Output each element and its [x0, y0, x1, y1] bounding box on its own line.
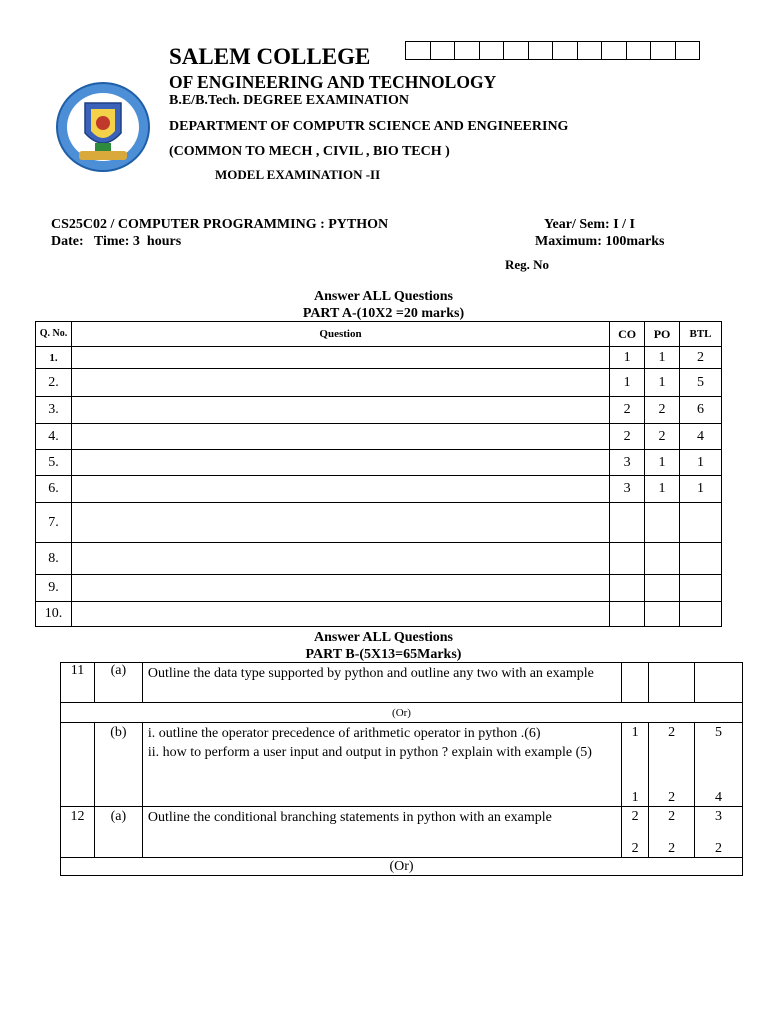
co-value-1: 1	[631, 725, 639, 740]
btl-cell: 1	[680, 476, 722, 503]
register-number-boxes	[405, 41, 700, 60]
question-line-1: i. outline the operator precedence of arithmetic operator in python .(6)	[147, 726, 541, 741]
question-line-2: ii. how to perform a user input and output in python ? explain with example (5)	[147, 745, 592, 760]
row-number: 7.	[36, 503, 72, 543]
btl-cell	[695, 723, 743, 807]
question-cell	[71, 575, 609, 602]
header-qno: Q. No.	[36, 322, 72, 347]
po-cell	[649, 807, 695, 858]
header-question: Question	[71, 322, 609, 347]
po-cell	[645, 503, 680, 543]
co-cell	[610, 503, 645, 543]
btl-cell	[695, 663, 743, 703]
question-cell	[71, 347, 609, 369]
btl-cell: 2	[680, 347, 722, 369]
college-subtitle: OF ENGINEERING AND TECHNOLOGY	[169, 72, 497, 92]
header-co: CO	[610, 322, 645, 347]
po-value-2: 2	[668, 790, 676, 805]
co-cell: 1	[610, 347, 645, 369]
or-separator: (Or)	[61, 703, 743, 723]
btl-value-1: 5	[715, 725, 723, 740]
question-cell	[71, 602, 609, 627]
row-number: 4.	[36, 424, 72, 450]
question-cell	[71, 450, 609, 476]
co-cell	[622, 723, 649, 807]
co-cell	[622, 663, 649, 703]
co-cell: 1	[610, 369, 645, 397]
table-row	[36, 424, 722, 450]
btl-value-1: 3	[715, 809, 723, 824]
exam-title: MODEL EXAMINATION -II	[215, 167, 381, 182]
part-a-instruction: Answer ALL Questions	[314, 289, 453, 304]
co-cell	[610, 543, 645, 575]
co-cell: 2	[610, 424, 645, 450]
btl-cell	[680, 543, 722, 575]
co-value-1: 2	[631, 809, 639, 824]
table-row	[36, 602, 722, 627]
btl-cell	[680, 575, 722, 602]
department-line: DEPARTMENT OF COMPUTR SCIENCE AND ENGINEERING	[169, 119, 569, 134]
question-part: (a)	[94, 807, 142, 858]
part-b-title: PART B-(5X13=65Marks)	[305, 647, 462, 662]
co-value-2: 1	[631, 790, 639, 805]
degree-line: B.E/B.Tech. DEGREE EXAMINATION	[169, 93, 409, 108]
table-row	[36, 543, 722, 575]
part-a-title: PART A-(10X2 =20 marks)	[302, 306, 465, 321]
part-b-instruction: Answer ALL Questions	[314, 630, 453, 645]
part-b-table	[60, 662, 743, 876]
question-number: 11	[61, 663, 95, 703]
table-row	[36, 369, 722, 397]
po-cell	[649, 663, 695, 703]
question-text: Outline the data type supported by python and outline any two with an example	[142, 663, 621, 703]
row-number: 6.	[36, 476, 72, 503]
row-number: 5.	[36, 450, 72, 476]
btl-value-2: 2	[715, 841, 723, 856]
table-row	[61, 858, 743, 876]
po-value-1: 2	[668, 725, 676, 740]
or-separator: (Or)	[61, 858, 743, 876]
table-row	[36, 575, 722, 602]
date-time: Date: Time: 3 hours	[51, 234, 182, 249]
row-number: 9.	[36, 575, 72, 602]
po-cell	[649, 723, 695, 807]
table-row	[61, 703, 743, 723]
co-cell	[622, 807, 649, 858]
year-sem: Year/ Sem: I / I	[544, 217, 635, 232]
question-number	[61, 723, 95, 807]
po-cell: 2	[645, 424, 680, 450]
question-cell	[71, 543, 609, 575]
btl-value-2: 4	[715, 790, 723, 805]
header-po: PO	[645, 322, 680, 347]
btl-cell: 1	[680, 450, 722, 476]
table-row	[36, 450, 722, 476]
co-value-2: 2	[631, 841, 639, 856]
table-row	[61, 723, 743, 807]
co-cell	[610, 575, 645, 602]
btl-cell	[695, 807, 743, 858]
header-btl: BTL	[680, 322, 722, 347]
po-cell	[645, 543, 680, 575]
table-row	[36, 503, 722, 543]
btl-cell	[680, 503, 722, 543]
college-name: SALEM COLLEGE	[169, 44, 371, 69]
co-cell: 3	[610, 476, 645, 503]
po-value-2: 2	[668, 841, 676, 856]
question-part: (b)	[94, 723, 142, 807]
college-logo	[55, 81, 151, 173]
po-cell: 1	[645, 450, 680, 476]
course-code: CS25C02 / COMPUTER PROGRAMMING : PYTHON	[51, 217, 389, 232]
row-number: 2.	[36, 369, 72, 397]
po-cell: 1	[645, 369, 680, 397]
table-row	[36, 476, 722, 503]
question-cell	[71, 424, 609, 450]
question-text	[142, 723, 621, 807]
row-number: 8.	[36, 543, 72, 575]
po-value-1: 2	[668, 809, 676, 824]
table-row	[61, 807, 743, 858]
btl-cell: 4	[680, 424, 722, 450]
po-cell: 2	[645, 397, 680, 424]
question-cell	[71, 369, 609, 397]
po-cell: 1	[645, 476, 680, 503]
row-number: 3.	[36, 397, 72, 424]
btl-cell: 5	[680, 369, 722, 397]
reg-no-label: Reg. No	[505, 257, 550, 272]
table-row	[36, 347, 722, 369]
row-number: 10.	[36, 602, 72, 627]
btl-cell	[680, 602, 722, 627]
question-text: Outline the conditional branching statements in python with an example	[142, 807, 621, 858]
question-part: (a)	[94, 663, 142, 703]
co-cell: 3	[610, 450, 645, 476]
table-row	[36, 397, 722, 424]
po-cell	[645, 602, 680, 627]
btl-cell: 6	[680, 397, 722, 424]
co-cell	[610, 602, 645, 627]
row-number: 1.	[36, 347, 72, 369]
part-a-table	[35, 321, 722, 627]
question-cell	[71, 397, 609, 424]
question-cell	[71, 503, 609, 543]
question-cell	[71, 476, 609, 503]
question-number: 12	[61, 807, 95, 858]
table-row	[61, 663, 743, 703]
common-line: (COMMON TO MECH , CIVIL , BIO TECH )	[169, 144, 450, 159]
po-cell: 1	[645, 347, 680, 369]
po-cell	[645, 575, 680, 602]
co-cell: 2	[610, 397, 645, 424]
max-marks: Maximum: 100marks	[535, 234, 665, 249]
